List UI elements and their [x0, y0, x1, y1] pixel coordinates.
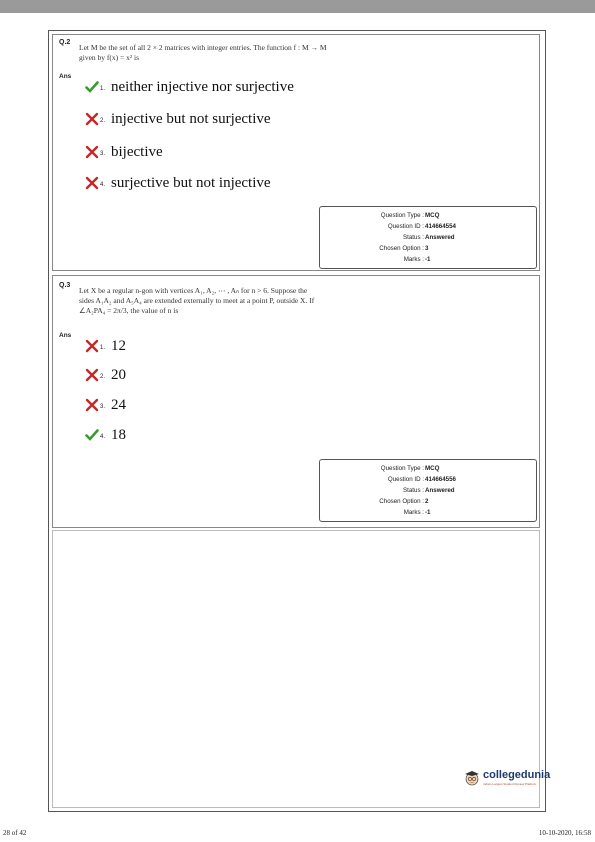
qtype-value: MCQ	[425, 465, 440, 472]
option-text: bijective	[111, 143, 163, 160]
page-counter: 28 of 42	[3, 829, 27, 837]
cross-icon	[85, 176, 99, 190]
question-text	[79, 43, 327, 63]
option-text: surjective but not injective	[111, 174, 271, 191]
chosen-label: Chosen Option :	[379, 245, 424, 252]
question-block-2	[52, 34, 540, 271]
qid-label: Question ID :	[387, 223, 424, 230]
option-2	[85, 109, 271, 129]
question-number: Q.2	[59, 39, 71, 46]
cross-icon	[85, 112, 99, 126]
question-text	[79, 286, 314, 316]
qtype-label: Question Type :	[380, 465, 424, 472]
status-value: Answered	[425, 487, 455, 494]
answer-label: Ans	[59, 332, 72, 339]
question-text-line: Let M be the set of all 2 × 2 matrices with integer entries. The function f : M → M	[79, 43, 327, 52]
qid-value: 414664554	[425, 223, 456, 230]
answer-label: Ans	[59, 73, 72, 80]
qid-value: 414664556	[425, 476, 456, 483]
chosen-value: 3	[425, 245, 429, 252]
option-1	[85, 77, 294, 97]
option-4	[85, 173, 271, 193]
qid-label: Question ID :	[387, 476, 424, 483]
question-info-box	[319, 459, 537, 522]
option-text: 20	[111, 366, 127, 383]
question-block-3	[52, 275, 540, 528]
cross-icon	[85, 398, 99, 412]
marks-value: -1	[425, 509, 431, 516]
status-label: Status :	[403, 234, 424, 241]
option-number: 2.	[100, 374, 106, 380]
option-1	[85, 336, 126, 356]
chosen-value: 2	[425, 498, 429, 505]
option-4	[85, 425, 126, 445]
question-text-line: given by f(x) = x² is	[79, 53, 140, 62]
question-text-line: Let X be a regular n-gon with vertices A₁, A₂, ⋯ , Aₙ for n > 6. Suppose the	[79, 286, 308, 295]
logo-name: collegedunia	[483, 768, 551, 781]
option-text: neither injective nor surjective	[111, 78, 294, 95]
empty-content-area	[52, 530, 540, 808]
status-value: Answered	[425, 234, 455, 241]
qtype-value: MCQ	[425, 212, 440, 219]
option-text: 24	[111, 396, 127, 413]
question-number: Q.3	[59, 282, 71, 289]
option-number: 1.	[100, 86, 106, 92]
marks-label: Marks :	[403, 509, 424, 516]
option-number: 4.	[100, 182, 106, 188]
option-2	[85, 365, 126, 385]
mascot-icon	[463, 768, 481, 786]
option-number: 4.	[100, 434, 106, 440]
option-number: 3.	[100, 151, 106, 157]
collegedunia-logo[interactable]	[463, 768, 550, 786]
logo-tagline: India's Largest Student Review Platform	[483, 781, 537, 786]
cross-icon	[85, 339, 99, 353]
option-text: 12	[111, 337, 127, 354]
option-3	[85, 395, 126, 415]
status-label: Status :	[403, 487, 424, 494]
option-3	[85, 142, 163, 162]
option-number: 1.	[100, 345, 106, 351]
question-text-line: ∠A₂PA₄ = 2π/3, the value of n is	[79, 306, 179, 315]
chosen-label: Chosen Option :	[379, 498, 424, 505]
marks-label: Marks :	[403, 256, 424, 263]
question-info-box	[319, 206, 537, 269]
option-text: 18	[111, 426, 127, 443]
option-number: 2.	[100, 118, 106, 124]
cross-icon	[85, 368, 99, 382]
check-icon	[85, 80, 99, 94]
check-icon	[85, 428, 99, 442]
question-text-line: sides A₁A₂ and A₅A₄ are extended externally to meet at a point P, outside X. If	[79, 296, 315, 305]
marks-value: -1	[425, 256, 431, 263]
browser-top-bar	[0, 0, 595, 13]
print-datetime: 10-10-2020, 16:58	[538, 829, 591, 837]
qtype-label: Question Type :	[380, 212, 424, 219]
cross-icon	[85, 145, 99, 159]
option-text: injective but not surjective	[111, 110, 271, 127]
option-number: 3.	[100, 404, 106, 410]
